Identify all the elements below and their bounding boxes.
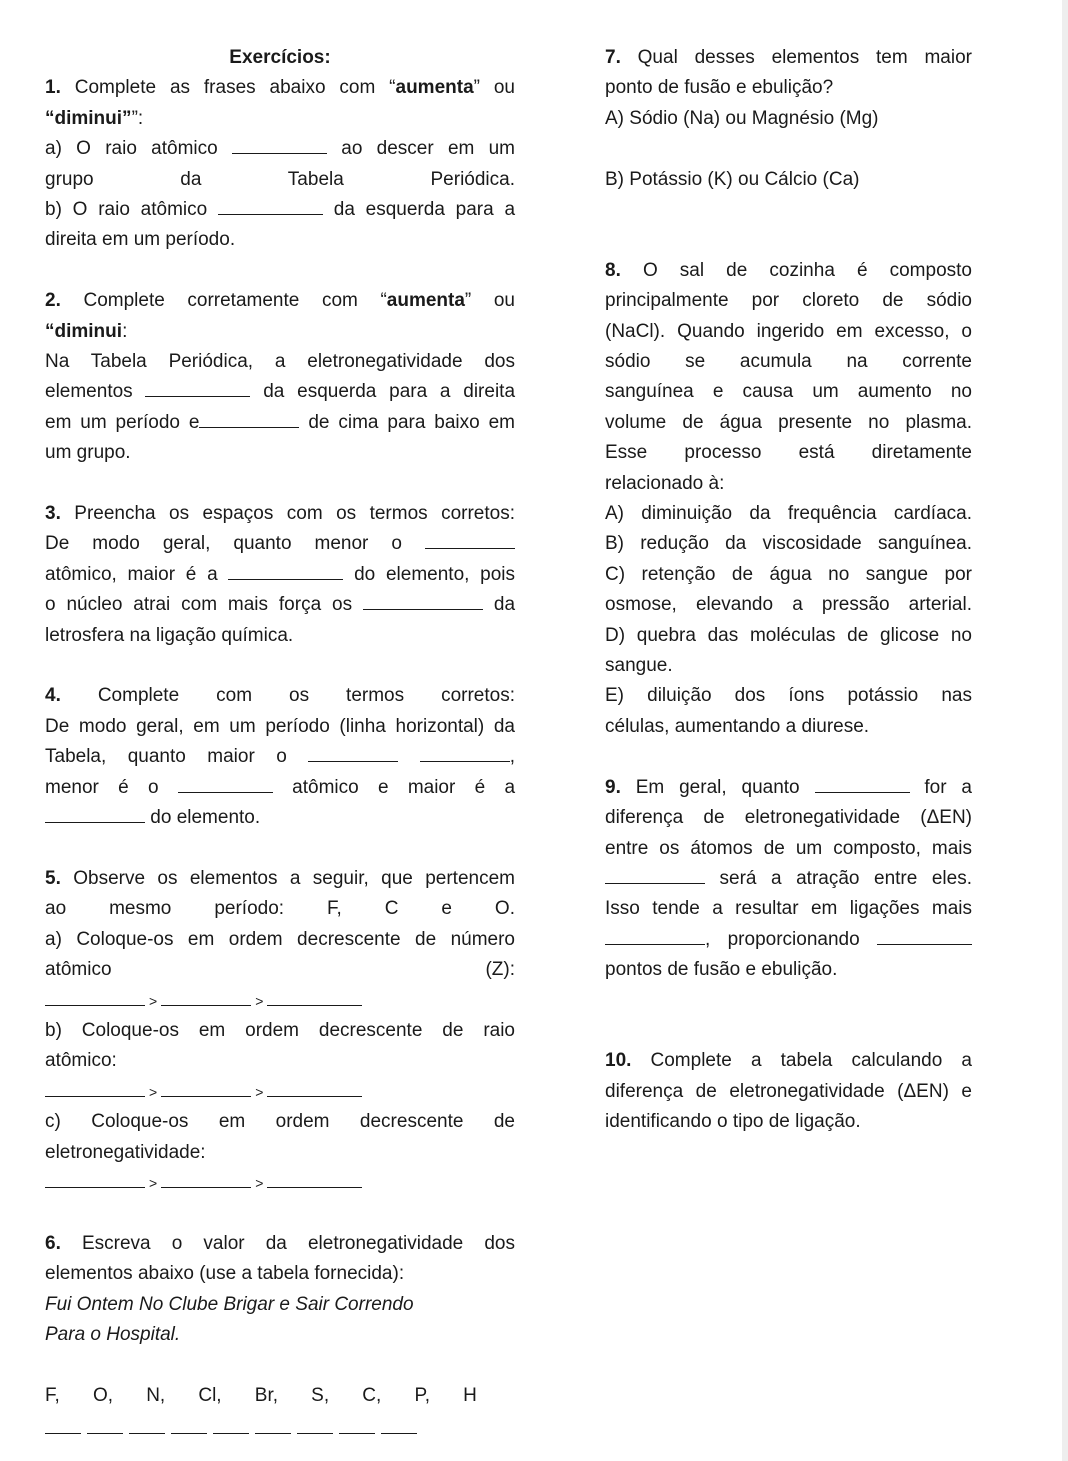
q4-line1: De modo geral, em um período (linha horizontal) da bbox=[45, 715, 515, 737]
q5-b-blank-3[interactable] bbox=[267, 1080, 362, 1097]
q6-blank[interactable] bbox=[213, 1417, 249, 1434]
q5-a-blank-1[interactable] bbox=[45, 989, 145, 1006]
q8-option-c2: osmose, elevando a pressão arterial. bbox=[605, 594, 972, 616]
q1-a-line1: a) O raio atômico ao descer em um bbox=[45, 138, 516, 160]
q6-blank[interactable] bbox=[171, 1417, 207, 1434]
q8-option-b: B) redução da viscosidade sanguínea. bbox=[605, 533, 972, 555]
q6-element: O, bbox=[92, 1384, 114, 1406]
q4-line2: Tabela, quanto maior o , bbox=[45, 746, 515, 768]
q3-line3: o núcleo atrai com mais força os da bbox=[45, 594, 516, 616]
q5-c-line2: eletronegatividade: bbox=[45, 1141, 206, 1163]
q1-a-line2: grupo da Tabela Periódica. bbox=[45, 168, 515, 190]
q5-prompt: 5. Observe os elementos a seguir, que pertencem bbox=[45, 867, 515, 889]
q2-line4: um grupo. bbox=[45, 442, 131, 464]
q7-line1: ponto de fusão e ebulição? bbox=[605, 77, 834, 99]
q2-line3: em um período e de cima para baixo em bbox=[45, 411, 515, 433]
q8-line: Esse processo está diretamente bbox=[605, 442, 972, 464]
q6-mnemonic-2: Para o Hospital. bbox=[45, 1323, 181, 1345]
q5-a-line2: atômico (Z): bbox=[45, 959, 515, 981]
q6-element: N, bbox=[146, 1384, 166, 1406]
q1-a-blank[interactable] bbox=[232, 137, 327, 154]
q5-a-blank-2[interactable] bbox=[161, 989, 251, 1006]
q6-element: Br, bbox=[254, 1384, 278, 1406]
q5-b-line2: atômico: bbox=[45, 1050, 117, 1072]
right-column bbox=[605, 43, 972, 1138]
q8-option-d1: D) quebra das moléculas de glicose no bbox=[605, 624, 972, 646]
q1-b-line2: direita em um período. bbox=[45, 229, 236, 251]
q3-line1: De modo geral, quanto menor o bbox=[45, 529, 515, 559]
q6-blank[interactable] bbox=[87, 1417, 123, 1434]
q8-line: sanguínea e causa um aumento no bbox=[605, 381, 972, 403]
q3-line2: atômico, maior é a do elemento, pois bbox=[45, 563, 515, 585]
q10-line2: identificando o tipo de ligação. bbox=[605, 1111, 861, 1133]
q1-prompt-2: “diminui””: bbox=[45, 107, 144, 129]
q2-line1: Na Tabela Periódica, a eletronegatividade dos bbox=[45, 351, 515, 373]
q5-line1: ao mesmo período: F, C e O. bbox=[45, 898, 515, 920]
q7-option-a: A) Sódio (Na) ou Magnésio (Mg) bbox=[605, 107, 879, 129]
q9-line3: entre os átomos de um composto, mais bbox=[605, 837, 972, 859]
q5-c-blank-1[interactable] bbox=[45, 1171, 145, 1188]
q8-line: volume de água presente no plasma. bbox=[605, 411, 972, 433]
q6-element: F, bbox=[45, 1384, 60, 1406]
q5-c-blank-3[interactable] bbox=[267, 1171, 362, 1188]
q6-element: S, bbox=[311, 1384, 330, 1406]
q2-blank-1[interactable] bbox=[145, 380, 250, 397]
q5-b-blank-2[interactable] bbox=[161, 1080, 251, 1097]
q8-line: (NaCl). Quando ingerido em excesso, o bbox=[605, 320, 972, 342]
q7-option-b: B) Potássio (K) ou Cálcio (Ca) bbox=[605, 168, 860, 190]
q2-prompt-2: “diminui: bbox=[45, 320, 128, 342]
q8-option-d2: sangue. bbox=[605, 655, 673, 677]
q6-blank[interactable] bbox=[297, 1417, 333, 1434]
q9-line2: diferença de eletronegatividade (ΔEN) bbox=[605, 807, 972, 829]
q5-a-blank-3[interactable] bbox=[267, 989, 362, 1006]
q7-prompt: 7. Qual desses elementos tem maior bbox=[605, 47, 972, 68]
q5-a-answer: > > bbox=[45, 986, 515, 1016]
q6-blank[interactable] bbox=[255, 1417, 291, 1434]
q8-option-a: A) diminuição da frequência cardíaca. bbox=[605, 503, 972, 525]
q2-prompt: 2. Complete corretamente com “aumenta” ou bbox=[45, 290, 515, 312]
q1-b-line1: b) O raio atômico da esquerda para a bbox=[45, 199, 516, 221]
q6-blank[interactable] bbox=[339, 1417, 375, 1434]
q6-blank[interactable] bbox=[45, 1417, 81, 1434]
q3-blank-2[interactable] bbox=[228, 563, 343, 580]
q1-b-blank[interactable] bbox=[218, 198, 323, 215]
q5-b-blank-1[interactable] bbox=[45, 1080, 145, 1097]
q8-option-e2: células, aumentando a diurese. bbox=[605, 715, 870, 737]
q6-element: Cl, bbox=[198, 1384, 222, 1406]
q10-line1: diferença de eletronegatividade (ΔEN) e bbox=[605, 1080, 972, 1102]
q5-c-line1: c) Coloque-os em ordem decrescente de bbox=[45, 1111, 515, 1133]
q6-blank[interactable] bbox=[381, 1417, 417, 1434]
q4-blank-4[interactable] bbox=[45, 806, 145, 823]
q8-option-e1: E) diluição dos íons potássio nas bbox=[605, 685, 972, 707]
q3-blank-3[interactable] bbox=[363, 593, 483, 610]
q8-line: principalmente por cloreto de sódio bbox=[605, 290, 972, 312]
q4-line4: do elemento. bbox=[45, 803, 515, 833]
q3-prompt: 3. Preencha os espaços com os termos corretos: bbox=[45, 503, 515, 525]
q5-a-line1: a) Coloque-os em ordem decrescente de número bbox=[45, 928, 515, 950]
scrollbar[interactable] bbox=[1062, 0, 1068, 1461]
q9-line6: , proporcionando bbox=[605, 925, 972, 955]
q2-blank-2[interactable] bbox=[199, 411, 299, 428]
q6-mnemonic-1: Fui Ontem No Clube Brigar e Sair Correndo bbox=[45, 1293, 414, 1315]
q6-element: P, bbox=[414, 1384, 430, 1406]
q6-prompt: 6. Escreva o valor da eletronegatividade dos bbox=[45, 1232, 515, 1254]
left-column bbox=[45, 43, 515, 1434]
q3-line4: letrosfera na ligação química. bbox=[45, 624, 294, 646]
q4-prompt: 4. Complete com os termos corretos: bbox=[45, 685, 515, 707]
q8-prompt: 8. O sal de cozinha é composto bbox=[605, 259, 972, 281]
q9-line5: Isso tende a resultar em ligações mais bbox=[605, 898, 972, 920]
q5-c-blank-2[interactable] bbox=[161, 1171, 251, 1188]
q10-prompt: 10. Complete a tabela calculando a bbox=[605, 1050, 972, 1072]
q4-blank-1[interactable] bbox=[308, 745, 398, 762]
q4-line3: menor é o atômico e maior é a bbox=[45, 776, 516, 798]
q9-line4: será a atração entre eles. bbox=[605, 864, 972, 894]
q8-line-last: relacionado à: bbox=[605, 472, 725, 494]
q9-blank-3[interactable] bbox=[605, 928, 705, 945]
q2-line2: elementos da esquerda para a direita bbox=[45, 381, 516, 403]
q3-blank-1[interactable] bbox=[425, 532, 515, 549]
q8-option-c1: C) retenção de água no sangue por bbox=[605, 563, 972, 585]
q6-element-list bbox=[45, 1381, 477, 1411]
q6-answer-blanks bbox=[45, 1417, 477, 1434]
q6-line1: elementos abaixo (use a tabela fornecida): bbox=[45, 1263, 405, 1285]
worksheet-title: Exercícios: bbox=[229, 47, 331, 68]
q1-prompt: 1. Complete as frases abaixo com “aumenta” ou bbox=[45, 77, 515, 99]
q9-line1: 9. Em geral, quanto for a bbox=[605, 776, 972, 798]
q9-blank-1[interactable] bbox=[815, 776, 910, 793]
q4-blank-2[interactable] bbox=[420, 745, 510, 762]
q8-line: sódio se acumula na corrente bbox=[605, 351, 972, 373]
q6-element: H bbox=[463, 1384, 477, 1406]
q9-blank-4[interactable] bbox=[877, 928, 972, 945]
q9-blank-2[interactable] bbox=[605, 867, 705, 884]
q4-blank-3[interactable] bbox=[178, 776, 273, 793]
q6-blank[interactable] bbox=[129, 1417, 165, 1434]
q5-b-line1: b) Coloque-os em ordem decrescente de raio bbox=[45, 1019, 515, 1041]
q6-element: C, bbox=[362, 1384, 382, 1406]
q5-b-answer: > > bbox=[45, 1077, 515, 1107]
q5-c-answer: > > bbox=[45, 1168, 515, 1198]
q9-line7: pontos de fusão e ebulição. bbox=[605, 959, 838, 981]
